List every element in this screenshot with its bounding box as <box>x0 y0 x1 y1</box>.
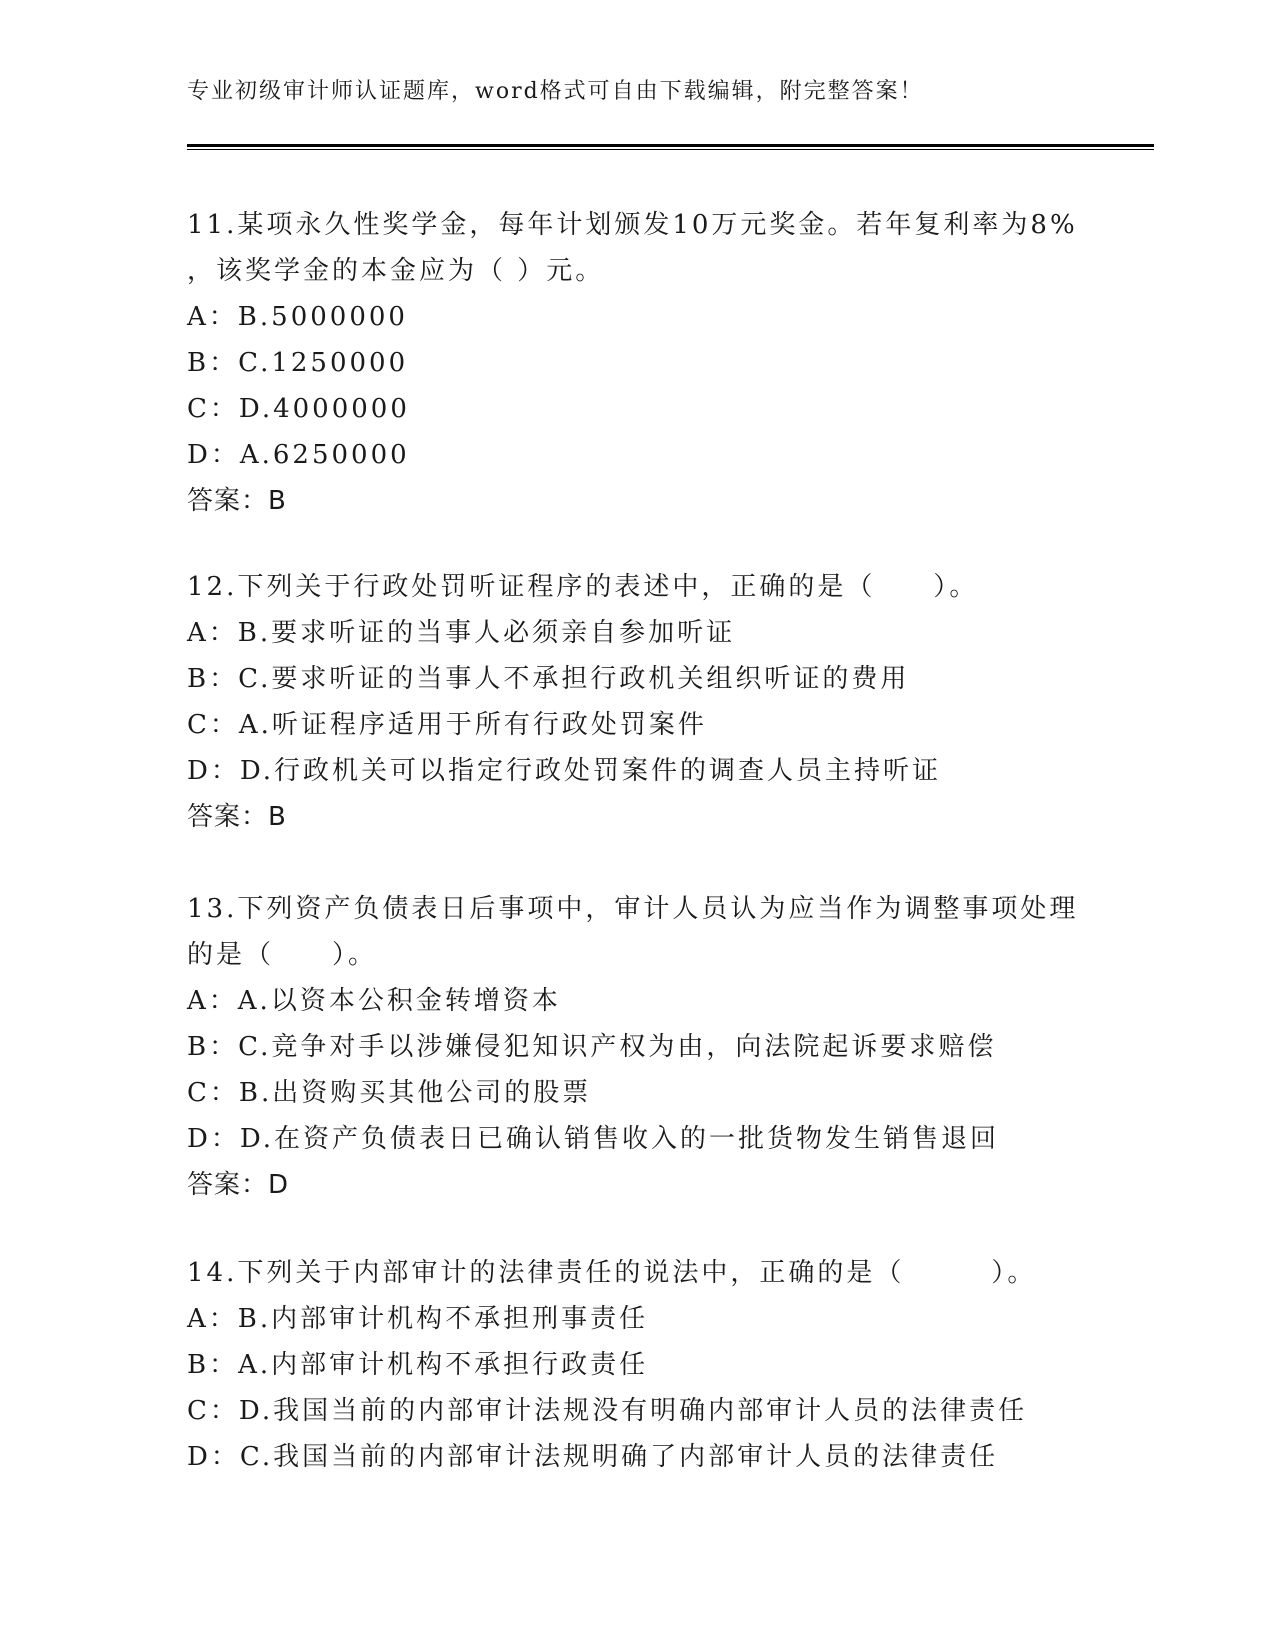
option-c: C：A.听证程序适用于所有行政处罚案件 <box>187 710 707 740</box>
option-c: C：D.4000000 <box>187 394 410 424</box>
question-14 <box>187 1250 1036 1480</box>
answer: 答案：B <box>187 486 287 516</box>
answer: 答案：D <box>187 1170 290 1200</box>
question-stem: 12.下列关于行政处罚听证程序的表述中，正确的是（ ）。 <box>187 572 979 602</box>
option-b: B：C.1250000 <box>187 348 409 378</box>
option-d: D：A.6250000 <box>187 440 410 470</box>
option-b: B：C.竞争对手以涉嫌侵犯知识产权为由，向法院起诉要求赔偿 <box>187 1032 997 1062</box>
option-b: B：C.要求听证的当事人不承担行政机关组织听证的费用 <box>187 664 910 694</box>
question-stem: ，该奖学金的本金应为（ ）元。 <box>187 256 605 286</box>
answer: 答案：B <box>187 802 287 832</box>
question-stem: 的是（ ）。 <box>187 940 378 970</box>
question-stem: 14.下列关于内部审计的法律责任的说法中，正确的是（ ）。 <box>187 1258 1037 1288</box>
option-a: A：B.要求听证的当事人必须亲自参加听证 <box>187 618 736 648</box>
header-rule-thick <box>187 144 1154 147</box>
option-a: A：B.5000000 <box>187 302 408 332</box>
question-stem: 11.某项永久性奖学金，每年计划颁发10万元奖金。若年复利率为8% <box>187 210 1078 240</box>
option-b: B：A.内部审计机构不承担行政责任 <box>187 1350 649 1380</box>
option-a: A：A.以资本公积金转增资本 <box>187 986 561 1016</box>
question-stem: 13.下列资产负债表日后事项中，审计人员认为应当作为调整事项处理 <box>187 894 1079 924</box>
option-a: A：B.内部审计机构不承担刑事责任 <box>187 1304 649 1334</box>
header-rule-thin <box>187 149 1154 150</box>
option-d: D：D.在资产负债表日已确认销售收入的一批货物发生销售退回 <box>187 1124 1000 1154</box>
question-11 <box>187 202 1078 524</box>
option-c: C：D.我国当前的内部审计法规没有明确内部审计人员的法律责任 <box>187 1396 1028 1426</box>
page-header: 专业初级审计师认证题库，word格式可自由下载编辑，附完整答案！ <box>187 79 924 104</box>
option-d: D：D.行政机关可以指定行政处罚案件的调查人员主持听证 <box>187 756 942 786</box>
option-d: D：C.我国当前的内部审计法规明确了内部审计人员的法律责任 <box>187 1442 999 1472</box>
question-13 <box>187 886 1078 1208</box>
option-c: C：B.出资购买其他公司的股票 <box>187 1078 592 1108</box>
question-12 <box>187 564 978 840</box>
